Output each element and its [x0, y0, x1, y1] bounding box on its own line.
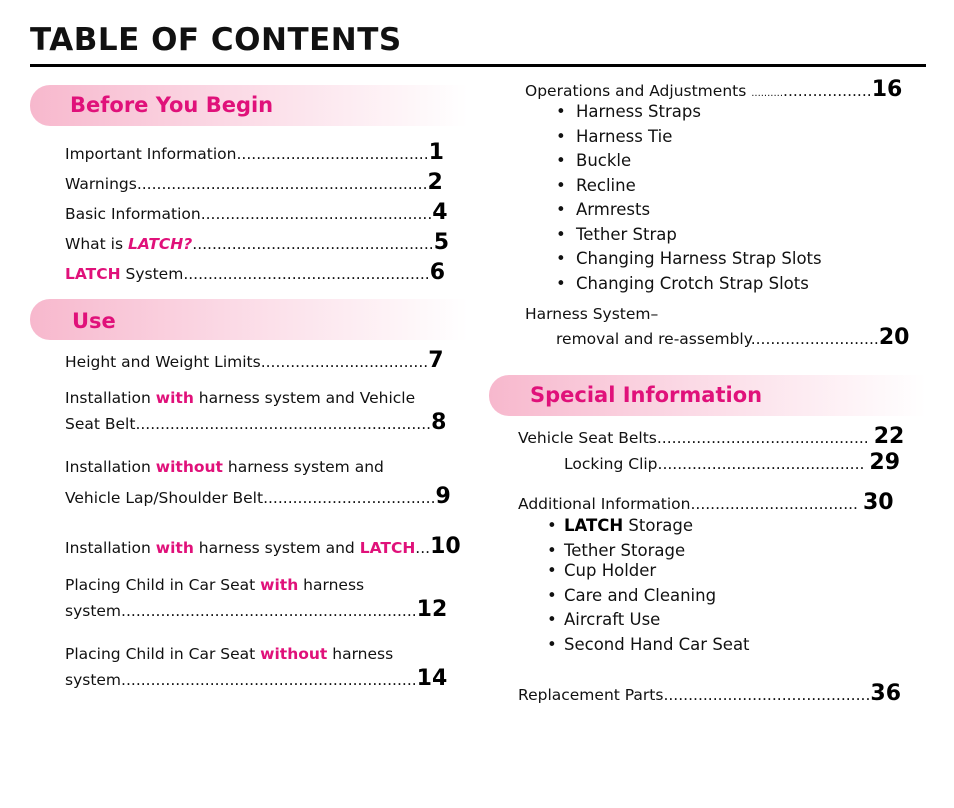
page-number: 6 [429, 260, 445, 285]
toc-entry-latch-system[interactable]: LATCH System..................................................6 [65, 260, 445, 285]
page-number: 22 [873, 424, 905, 449]
page-number: 8 [431, 410, 447, 435]
page-title: TABLE OF CONTENTS [30, 22, 402, 58]
list-item: • Cup Holder [547, 561, 657, 580]
toc-entry-placing-child-without-harness[interactable]: Placing Child in Car Seat without harness system............................................................14 [65, 645, 448, 691]
toc-entry-what-is-latch[interactable]: What is LATCH?.................................................5 [65, 230, 450, 255]
page-number: 7 [428, 348, 444, 373]
page-number: 14 [416, 666, 448, 691]
page-number: 16 [871, 77, 903, 102]
operations-bullet-list [556, 102, 822, 298]
toc-entry-installation-with-harness-seat-belt[interactable]: Installation with harness system and Vehicle Seat Belt............................................................8 [65, 389, 447, 435]
list-item: • Changing Harness Strap Slots [556, 249, 822, 268]
list-item: • LATCH Storage [547, 516, 693, 535]
toc-entry-additional-information[interactable]: Additional Information.................................. 30 [518, 490, 894, 515]
list-item: • Tether Strap [556, 224, 677, 244]
toc-entry-height-weight-limits[interactable]: Height and Weight Limits..................................7 [65, 348, 444, 373]
toc-entry-warnings[interactable]: Warnings...........................................................2 [65, 170, 443, 195]
section-heading-special-information: Special Information [530, 383, 763, 407]
page-number: 2 [427, 170, 443, 195]
page-number: 30 [862, 490, 894, 515]
list-item: • Recline [556, 175, 636, 195]
toc-entry-replacement-parts[interactable]: Replacement Parts..........................................36 [518, 681, 902, 706]
page-number: 12 [416, 597, 448, 622]
toc-entry-vehicle-seat-belts[interactable]: Vehicle Seat Belts........................................... 22 [518, 424, 905, 449]
toc-entry-important-information[interactable]: Important Information.......................................1 [65, 140, 444, 165]
toc-entry-operations-adjustments[interactable]: Operations and Adjustments ............................16 [525, 77, 903, 102]
page-number: 1 [428, 140, 444, 165]
title-rule [30, 64, 926, 67]
toc-entry-locking-clip[interactable]: Locking Clip.......................................... 29 [564, 450, 901, 475]
list-item: • Tether Storage [547, 541, 686, 560]
page-number: 29 [869, 450, 901, 475]
page-number: 4 [432, 200, 448, 225]
toc-entry-basic-information[interactable]: Basic Information...............................................4 [65, 200, 448, 225]
page-number: 36 [870, 681, 902, 706]
list-item: • Changing Crotch Strap Slots [556, 273, 809, 293]
toc-entry-installation-without-harness[interactable]: Installation without harness system and Vehicle Lap/Shoulder Belt...................................9 [65, 458, 451, 509]
page-number: 20 [878, 325, 910, 350]
list-item: • Armrests [556, 200, 651, 219]
page-number: 5 [433, 230, 450, 255]
toc-entry-harness-system[interactable]: Harness System– removal and re-assembly..........................20 [525, 305, 910, 350]
list-item: • Buckle [556, 151, 632, 170]
section-heading-before-you-begin: Before You Begin [70, 93, 274, 117]
toc-entry-placing-child-with-harness[interactable]: Placing Child in Car Seat with harness system............................................................12 [65, 576, 448, 622]
toc-entry-installation-with-latch[interactable]: Installation with harness system and LATCH...10 [65, 534, 461, 559]
list-item: • Second Hand Car Seat [547, 634, 750, 654]
page-number: 10 [430, 534, 461, 559]
section-heading-use: Use [72, 309, 116, 333]
list-item: • Care and Cleaning [547, 585, 717, 605]
page-number: 9 [435, 484, 451, 509]
list-item: • Harness Tie [556, 126, 673, 146]
list-item: • Harness Straps [556, 102, 701, 121]
list-item: • Aircraft Use [547, 610, 661, 629]
additional-bullet-list [547, 516, 750, 659]
